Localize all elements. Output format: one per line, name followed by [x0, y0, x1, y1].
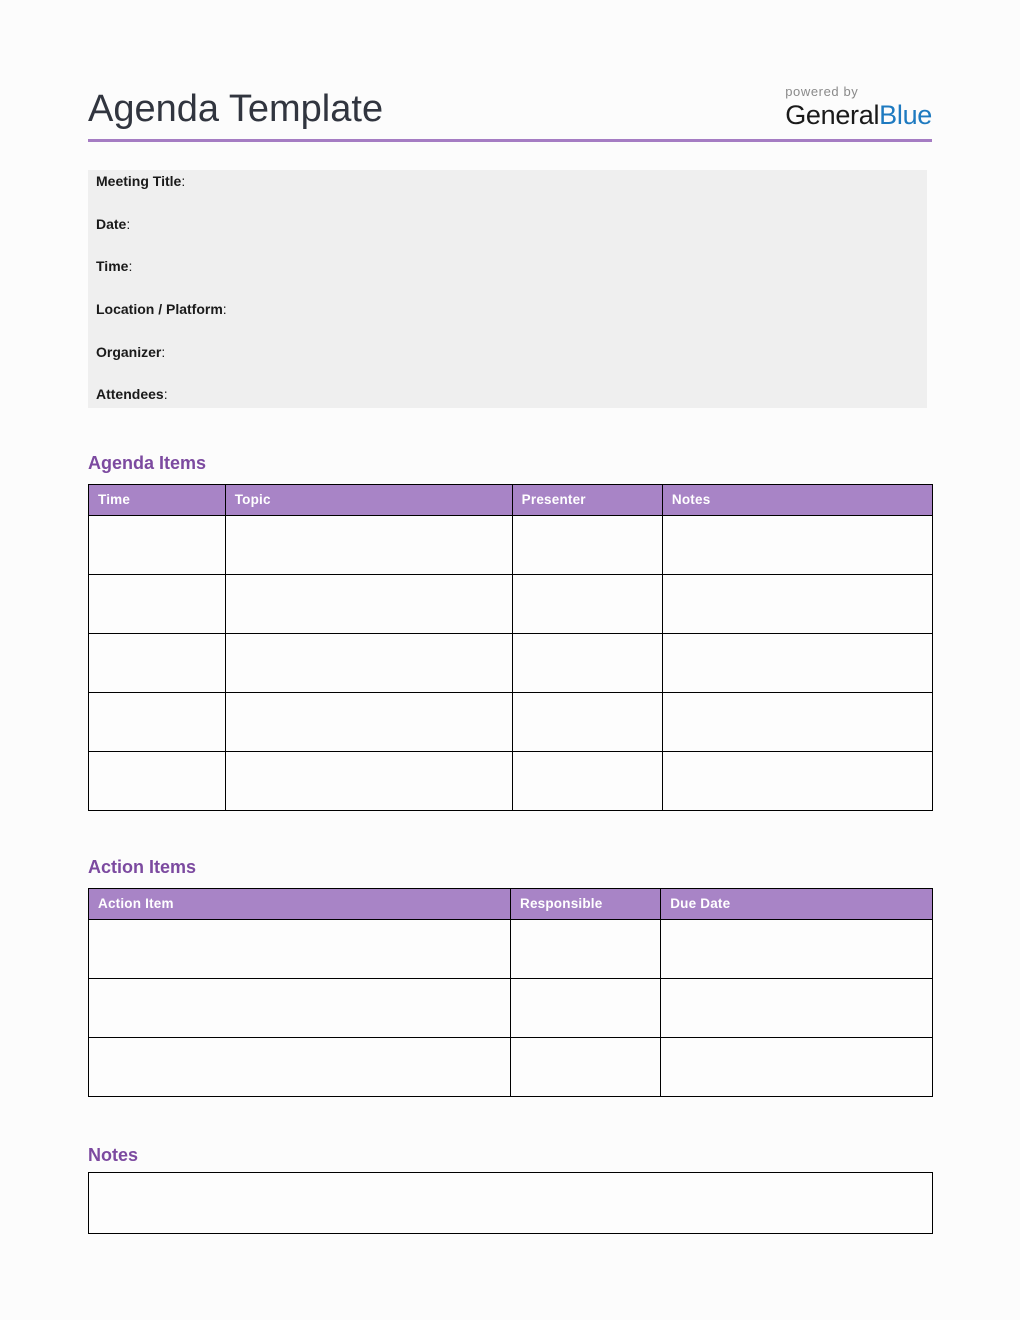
time-value[interactable] [132, 258, 136, 274]
column-header-topic: Topic [225, 484, 512, 515]
brand-blue-text: Blue [879, 100, 932, 130]
empty-cell[interactable] [512, 633, 662, 692]
empty-cell[interactable] [225, 515, 512, 574]
date-row [96, 217, 927, 232]
empty-cell[interactable] [661, 978, 933, 1037]
column-header-time: Time [89, 484, 226, 515]
empty-cell[interactable] [662, 574, 932, 633]
time-row [96, 259, 927, 274]
powered-by-label: powered by [785, 84, 859, 99]
empty-cell[interactable] [89, 633, 226, 692]
action-items-heading: Action Items [88, 856, 197, 877]
empty-cell[interactable] [225, 751, 512, 810]
empty-cell[interactable] [511, 919, 661, 978]
column-header-due-date: Due Date [661, 888, 933, 919]
brand-general-text: General [785, 100, 880, 130]
empty-cell[interactable] [662, 633, 932, 692]
empty-cell[interactable] [89, 978, 511, 1037]
meeting-title-value[interactable] [185, 173, 189, 189]
empty-cell[interactable] [662, 751, 932, 810]
table-row [89, 1037, 933, 1096]
column-header-presenter: Presenter [512, 484, 662, 515]
empty-cell[interactable] [225, 574, 512, 633]
empty-cell[interactable] [662, 692, 932, 751]
empty-cell[interactable] [89, 692, 226, 751]
field-label: Meeting Title [96, 173, 182, 189]
agenda-items-table [88, 484, 933, 811]
document-header [88, 84, 932, 130]
empty-cell[interactable] [512, 751, 662, 810]
agenda-table-header [89, 484, 933, 515]
field-label: Organizer [96, 343, 162, 360]
empty-cell[interactable] [89, 515, 226, 574]
empty-cell[interactable] [225, 633, 512, 692]
field-label: Date [96, 215, 127, 232]
label-colon: : [163, 386, 168, 403]
organizer-row [96, 345, 927, 360]
date-value[interactable] [130, 216, 134, 232]
column-header-action-item: Action Item [89, 888, 511, 919]
column-header-responsible: Responsible [511, 888, 661, 919]
empty-cell[interactable] [89, 919, 511, 978]
title-underline [88, 139, 932, 142]
empty-cell[interactable] [662, 515, 932, 574]
field-label: Attendees [96, 386, 164, 403]
table-row [89, 978, 933, 1037]
organizer-value[interactable] [165, 344, 169, 360]
label-colon: : [181, 173, 186, 189]
meeting-title-row [96, 174, 927, 189]
table-row [89, 515, 933, 574]
table-row [89, 751, 933, 810]
action-table-header [89, 888, 933, 919]
label-colon: : [222, 300, 227, 317]
empty-cell[interactable] [89, 751, 226, 810]
empty-cell[interactable] [661, 919, 933, 978]
table-row [89, 633, 933, 692]
attendees-row [96, 387, 927, 402]
label-colon: : [128, 258, 133, 275]
field-label: Location / Platform [96, 300, 223, 317]
brand-logo [785, 84, 932, 130]
table-row [89, 919, 933, 978]
empty-cell[interactable] [512, 692, 662, 751]
field-label: Time [96, 258, 129, 275]
brand-wordmark [785, 102, 932, 129]
empty-cell[interactable] [89, 574, 226, 633]
empty-cell[interactable] [512, 515, 662, 574]
empty-cell[interactable] [511, 978, 661, 1037]
location-platform-value[interactable] [227, 301, 231, 317]
table-row [89, 574, 933, 633]
notes-input-box[interactable] [88, 1172, 933, 1234]
agenda-items-heading: Agenda Items [88, 453, 207, 473]
empty-cell[interactable] [661, 1037, 933, 1096]
action-items-table [88, 888, 933, 1097]
empty-cell[interactable] [511, 1037, 661, 1096]
page-title: Agenda Template [88, 88, 384, 131]
notes-heading: Notes [88, 1144, 139, 1165]
attendees-value[interactable] [168, 386, 172, 402]
label-colon: : [126, 215, 131, 232]
empty-cell[interactable] [225, 692, 512, 751]
empty-cell[interactable] [89, 1037, 511, 1096]
meeting-info-box [88, 170, 927, 408]
empty-cell[interactable] [512, 574, 662, 633]
location-platform-row [96, 302, 927, 317]
table-row [89, 692, 933, 751]
column-header-notes: Notes [662, 484, 932, 515]
label-colon: : [161, 343, 166, 360]
